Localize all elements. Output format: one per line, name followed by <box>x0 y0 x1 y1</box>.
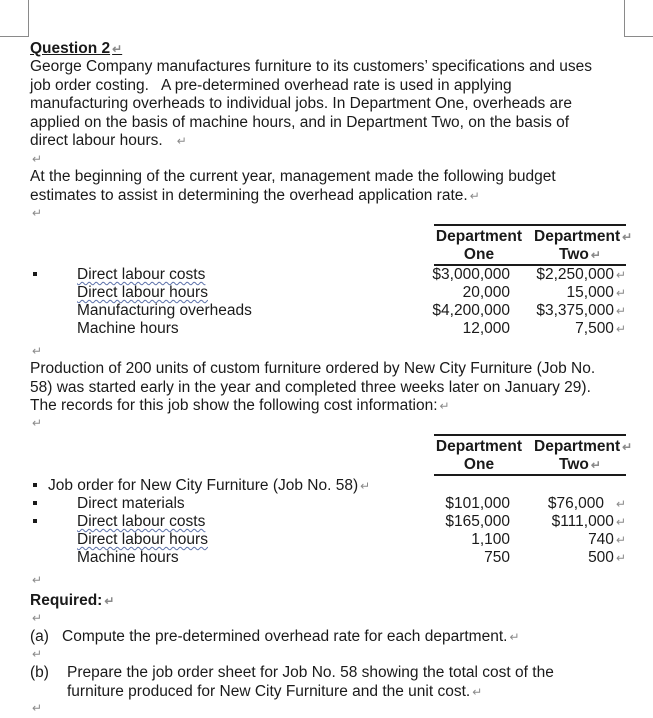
job-value-two: 740 ↵ <box>588 531 626 548</box>
job-value-one: 750 <box>484 549 510 566</box>
paragraph-mark-icon: ↵ <box>32 647 43 661</box>
job-value-one: $165,000 <box>445 513 510 530</box>
paragraph-mark-icon: ↵ <box>439 399 450 413</box>
required-a-label: (a) <box>30 628 49 645</box>
budget-value-one: $3,000,000 <box>432 266 510 283</box>
budget-row-label: Direct labour hours <box>77 284 208 301</box>
paragraph-mark-icon: ↵ <box>32 206 43 220</box>
budget-row-label: Manufacturing overheads <box>77 302 252 319</box>
paragraph-mark-icon: ↵ <box>112 42 123 56</box>
question-title: Question 2 ↵ <box>30 40 123 57</box>
budget-value-two: $2,250,000 ↵ <box>536 266 626 283</box>
paragraph-mark-icon: ↵ <box>32 152 43 166</box>
required-a-text: Compute the pre-determined overhead rate for each department. ↵ <box>62 628 520 645</box>
job-col-two-header: Department ↵ Two ↵ <box>534 438 633 473</box>
job-value-one: 1,100 <box>471 531 510 548</box>
job-order-title: Job order for New City Furniture (Job No. 58) ↵ <box>48 477 371 494</box>
intro-line: manufacturing overheads to individual jobs. In Department One, overheads are <box>30 95 572 112</box>
job-value-one: $101,000 <box>445 495 510 512</box>
job-col-one-header: Department One <box>435 438 523 473</box>
budget-col-two-header: Department ↵ Two ↵ <box>534 228 633 263</box>
budget-value-one: 20,000 <box>462 284 510 301</box>
budget-row-label: Direct labour costs <box>77 266 206 283</box>
job-row-label: Direct materials <box>77 495 185 512</box>
required-heading: Required: ↵ <box>30 592 115 609</box>
list-bullet <box>33 272 37 276</box>
budget-value-one: $4,200,000 <box>432 302 510 319</box>
intro-line: job order costing. A pre-determined overhead rate is used in applying <box>30 76 512 94</box>
list-bullet <box>33 519 37 523</box>
budget-intro-line: At the beginning of the current year, management made the following budget <box>30 168 556 185</box>
job-row-label: Direct labour hours <box>77 531 208 548</box>
job-table-top-rule <box>434 434 626 436</box>
job-value-two: $111,000 ↵ <box>551 513 626 530</box>
required-b-label: (b) <box>30 664 49 681</box>
intro-line: direct labour hours. <box>30 132 163 149</box>
budget-intro-paragraph <box>30 168 625 205</box>
page-corner-top-right <box>624 0 653 37</box>
budget-value-two: $3,375,000 ↵ <box>536 302 626 319</box>
budget-col-one-header: Department One <box>435 228 523 263</box>
job-table-header-rule <box>434 474 626 476</box>
budget-value-one: 12,000 <box>462 320 510 337</box>
production-line: 58) was started early in the year and completed three weeks later on January 29). <box>30 378 591 396</box>
paragraph-mark-icon: ↵ <box>32 416 43 430</box>
paragraph-mark-icon: ↵ <box>32 701 43 715</box>
required-b-text: Prepare the job order sheet for Job No. 58 showing the total cost of the furniture produced for New City Furniture and the unit cost. ↵ <box>67 664 554 700</box>
job-row-label: Direct labour costs <box>77 513 206 530</box>
production-paragraph <box>30 360 625 416</box>
production-line: Production of 200 units of custom furniture ordered by New City Furniture (Job No. <box>30 360 596 377</box>
job-value-two: 500 ↵ <box>588 549 626 566</box>
budget-value-two: 7,500 ↵ <box>575 320 626 337</box>
production-line: The records for this job show the following cost information: <box>30 397 438 414</box>
paragraph-mark-icon: ↵ <box>32 573 43 587</box>
job-value-two: $76,000 ↵ <box>547 495 626 512</box>
paragraph-mark-icon: ↵ <box>32 344 43 358</box>
list-bullet <box>33 501 37 505</box>
page-corner-top-left <box>0 0 29 37</box>
paragraph-mark-icon: ↵ <box>469 188 480 203</box>
budget-value-two: 15,000 ↵ <box>566 284 626 301</box>
budget-intro-line: estimates to assist in determining the overhead application rate. <box>30 186 468 204</box>
budget-row-label: Machine hours <box>77 320 179 337</box>
intro-line: applied on the basis of machine hours, and in Department Two, on the basis of <box>30 113 570 131</box>
intro-paragraph <box>30 58 625 151</box>
intro-line: George Company manufactures furniture to its customers’ specifications and uses <box>30 58 592 75</box>
paragraph-mark-icon: ↵ <box>32 611 43 625</box>
list-bullet <box>33 483 37 487</box>
paragraph-mark-icon: ↵ <box>176 134 187 148</box>
job-row-label: Machine hours <box>77 549 179 566</box>
budget-table-top-rule <box>434 224 626 226</box>
